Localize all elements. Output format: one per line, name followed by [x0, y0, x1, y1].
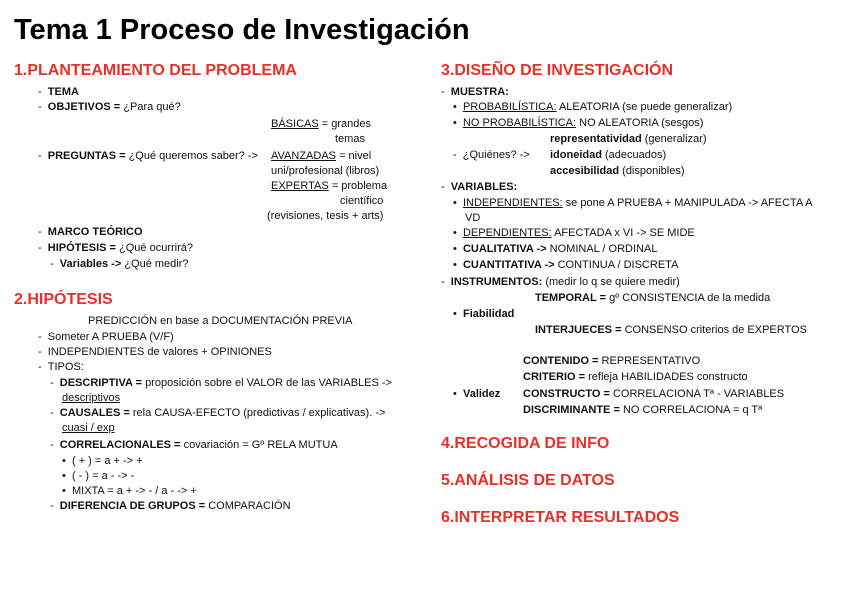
item-marco: - MARCO TEÓRICO — [38, 226, 143, 238]
interjueces: INTERJUECES = CONSENSO criterios de EXPERTOS — [535, 324, 807, 336]
page-title: Tema 1 Proceso de Investigación — [14, 14, 470, 46]
hipotesis-item-2: - INDEPENDIENTES de valores + OPINIONES — [38, 346, 272, 358]
muestra-probabilistica: • PROBABILÍSTICA: ALEATORIA (se puede generalizar) — [453, 101, 733, 113]
hipotesis-item-3: - TIPOS: — [38, 361, 84, 373]
idoneidad: idoneidad (adecuados) — [550, 149, 667, 161]
accesibilidad: accesibilidad (disponibles) — [550, 165, 685, 177]
muestra-no-probabilistica: • NO PROBABILÍSTICA: NO ALEATORIA (sesgos) — [453, 117, 704, 129]
constructo: CONSTRUCTO = CORRELACIONA Tª - VARIABLES — [523, 388, 785, 400]
var-cuantitativa: • CUANTITATIVA -> CONTINUA / DISCRETA — [453, 259, 679, 271]
basicas-line-2: temas — [335, 133, 365, 145]
tipo-causales: - CAUSALES = rela CAUSA-EFECTO (predictivas / explicativas). -> — [50, 407, 386, 419]
var-independientes-2: VD — [465, 212, 481, 224]
section-5-heading: 5.ANÁLISIS DE DATOS — [441, 472, 615, 489]
quienes: - ¿Quiénes? -> — [453, 149, 530, 161]
discriminante: DISCRIMINANTE = NO CORRELACIONA = q Tª — [523, 404, 763, 416]
expertas-line-3: (revisiones, tesis + arts) — [267, 210, 384, 222]
section-6-heading: 6.INTERPRETAR RESULTADOS — [441, 509, 680, 526]
corr-bullet-1: • ( + ) = a + -> + — [62, 455, 143, 467]
representatividad: representatividad (generalizar) — [550, 133, 707, 145]
fiabilidad: • Fiabilidad — [453, 308, 515, 320]
corr-bullet-2: • ( - ) = a - -> - — [62, 470, 135, 482]
item-objetivos: - OBJETIVOS = ¿Para qué? — [38, 101, 181, 113]
tipo-diferencia: - DIFERENCIA DE GRUPOS = COMPARACIÓN — [50, 500, 291, 512]
hipotesis-intro: PREDICCIÓN en base a DOCUMENTACIÓN PREVIA — [88, 315, 353, 327]
tipo-causales-2: cuasi / exp — [62, 422, 115, 434]
validez: • Validez — [453, 388, 501, 400]
var-independientes: • INDEPENDIENTES: se pone A PRUEBA + MANIPULADA -> AFECTA A — [453, 197, 813, 209]
item-tema: - TEMA — [38, 86, 79, 98]
criterio: CRITERIO = refleja HABILIDADES constructo — [523, 371, 748, 383]
section-2-heading: 2.HIPÓTESIS — [14, 291, 113, 308]
expertas-line-2: científico — [340, 195, 384, 207]
section-3-heading: 3.DISEÑO DE INVESTIGACIÓN — [441, 62, 674, 79]
basicas-line: BÁSICAS = grandes — [271, 118, 371, 130]
var-dependientes: • DEPENDIENTES: AFECTADA x VI -> SE MIDE — [453, 227, 695, 239]
item-hipotesis: - HIPÓTESIS = ¿Qué ocurrirá? — [38, 242, 193, 254]
hipotesis-item-1: - Someter A PRUEBA (V/F) — [38, 331, 174, 343]
contenido: CONTENIDO = REPRESENTATIVO — [523, 355, 701, 367]
instrumentos: - INSTRUMENTOS: (medir lo q se quiere medir) — [441, 276, 680, 288]
section-1-heading: 1.PLANTEAMIENTO DEL PROBLEMA — [14, 62, 297, 79]
muestra: - MUESTRA: — [441, 86, 509, 98]
temporal: TEMPORAL = gº CONSISTENCIA de la medida — [535, 292, 771, 304]
variables: - VARIABLES: — [441, 181, 518, 193]
item-preguntas: - PREGUNTAS = ¿Qué queremos saber? -> — [38, 150, 258, 162]
tipo-correlacionales: - CORRELACIONALES = covariación = Gº RELA MUTUA — [50, 439, 338, 451]
expertas-line: EXPERTAS = problema — [271, 180, 388, 192]
tipo-descriptiva-2: descriptivos — [62, 392, 121, 404]
avanzadas-line-2: uni/profesional (libros) — [271, 165, 380, 177]
item-variables: - Variables -> ¿Qué medir? — [50, 258, 189, 270]
section-4-heading: 4.RECOGIDA DE INFO — [441, 435, 610, 452]
corr-bullet-3: • MIXTA = a + -> - / a - -> + — [62, 485, 197, 497]
tipo-descriptiva: - DESCRIPTIVA = proposición sobre el VALOR de las VARIABLES -> — [50, 377, 392, 389]
var-cualitativa: • CUALITATIVA -> NOMINAL / ORDINAL — [453, 243, 658, 255]
avanzadas-line: AVANZADAS = nivel — [271, 150, 372, 162]
